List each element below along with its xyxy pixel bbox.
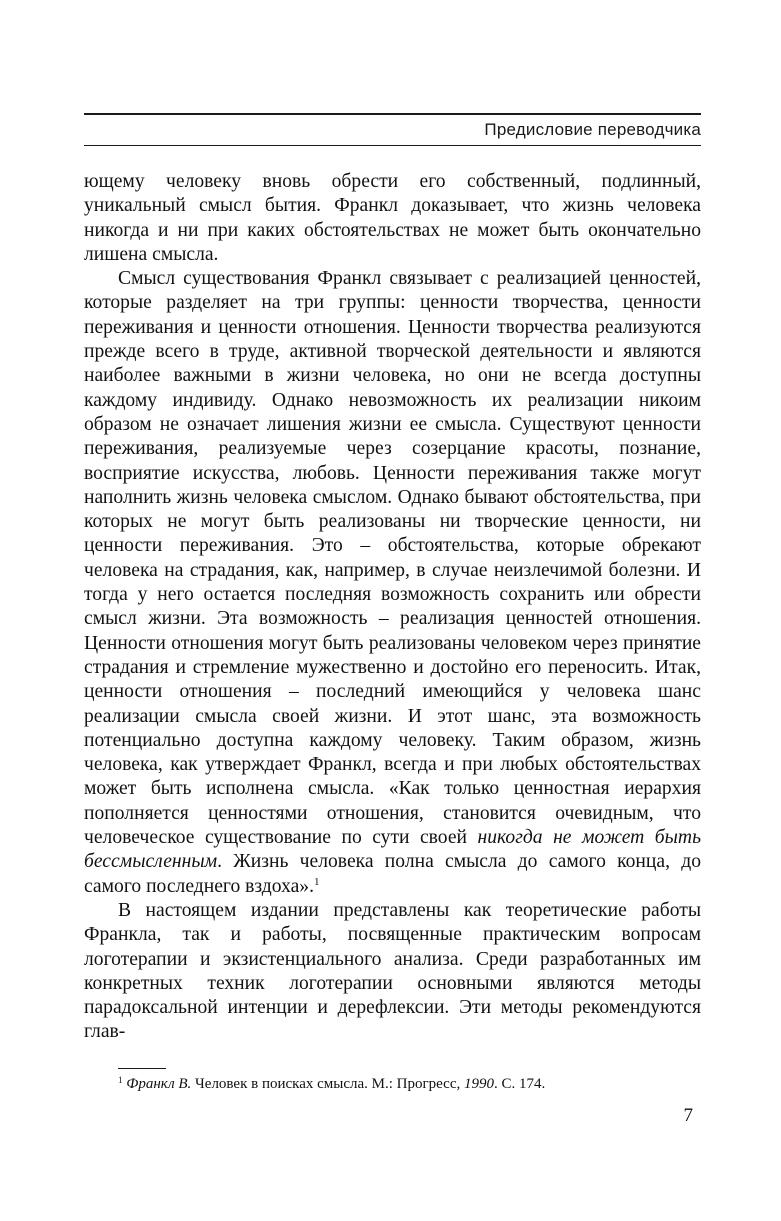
footnote-year: 1990: [464, 1076, 494, 1092]
paragraph-1-text: ющему человеку вновь обрести его собственный, подлинный, уникальный смысл бытия. Франкл доказывает, что жизнь человека никогда и ни при каких обстоятельствах не может быть окончательно лишена смысла.: [84, 171, 701, 265]
running-header-title: Предисловие переводчика: [484, 120, 701, 139]
footnote-text: Человек в поисках смысла. М.: Прогресс,: [191, 1076, 464, 1092]
footnote-pages: . С. 174.: [494, 1076, 546, 1092]
page-number: 7: [683, 1105, 693, 1126]
body-text: [84, 170, 701, 1045]
header-rule-top: [84, 113, 701, 115]
paragraph-1: [84, 170, 701, 267]
paragraph-2-text-end: . Жизнь человека полна смысла до самого конца, до самого последнего вздоха».: [84, 851, 701, 897]
footnote-marker: 1: [118, 1075, 123, 1085]
footnote-reference[interactable]: 1: [314, 875, 320, 888]
footnote: [118, 1074, 701, 1094]
paragraph-2: [84, 267, 701, 899]
header-rule-bottom: [84, 145, 701, 146]
paragraph-2-text: Смысл существования Франкл связывает с реализацией ценностей, которые разделяет на три группы: ценности творчества, ценности переживания и ценности отношения. Ценности творчества реализуются прежде всего в труде, активной творческой деятельности и являются наиболее важными в жизни человека, но они не всегда доступны каждому индивиду. Однако невозможность их реализации никоим образом не означает лишения жизни ее смысла. Существуют ценности переживания, реализуемые через созерцание красоты, познание, восприятие искусства, любовь. Ценности переживания также могут наполнить жизнь человека смыслом. Однако бывают обстоятельства, при которых не могут быть реализованы ни творческие ценности, ни ценности переживания. Это – обстоятельства, которые обрекают человека на страдания, как, например, в случае неизлечимой болезни. И тогда у него остается последняя возможность сохранить или обрести смысл жизни. Эта возможность – реализация ценностей отношения. Ценности отношения могут быть реализованы человеком через принятие страдания и стремление мужественно и достойно его переносить. Итак, ценности отношения – последний имеющийся у человека шанс реализации смысла своей жизни. И этот шанс, эта возможность потенциально доступна каждому человеку. Таким образом, жизнь человека, как утверждает Франкл, всегда и при любых обстоятельствах может быть исполнена смысла. «Как только ценностная иерархия пополняется ценностями отношения, становится очевидным, что человеческое существование по сути своей: [84, 268, 701, 849]
paragraph-3-text: В настоящем издании представлены как теоретические работы Франкла, так и работы, посвященные практическим вопросам логотерапии и экзистенциального анализа. Среди разработанных им конкретных техник логотерапии основными являются методы парадоксальной интенции и дерефлексии. Эти методы рекомендуются глав-: [84, 899, 701, 1043]
paragraph-3: [84, 899, 701, 1045]
paragraph-2-emphasis: никогда не может быть бессмысленным: [84, 827, 701, 873]
footnote-separator: [118, 1068, 166, 1069]
footnote-author: Франкл В.: [126, 1076, 192, 1092]
